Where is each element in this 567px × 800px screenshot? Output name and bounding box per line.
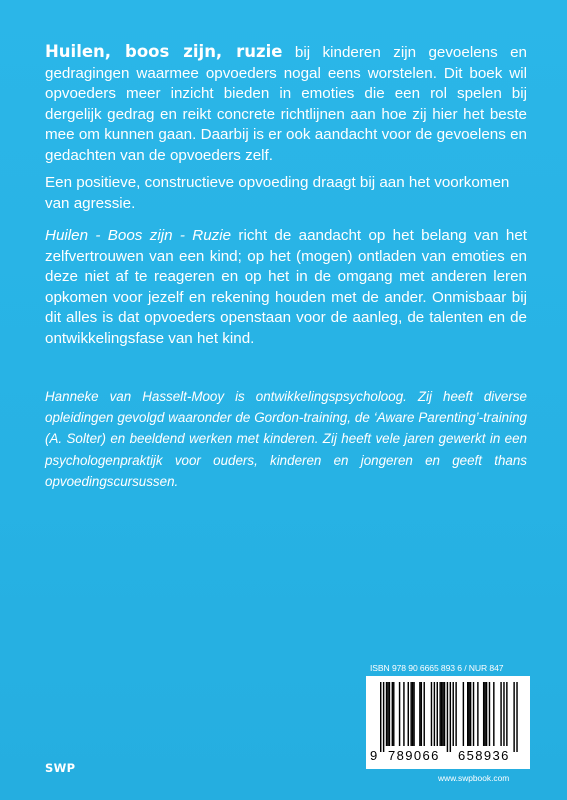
barcode-bar [389,682,390,746]
barcode-bar [392,682,393,746]
barcode-bar [486,682,487,746]
barcode-bar [439,682,440,746]
barcode-bar [444,682,445,746]
barcode-bar [413,682,414,746]
barcode-bar [513,682,514,752]
barcode-bar [441,682,442,746]
book-title-italic: Huilen - Boos zijn - Ruzie [45,227,232,244]
barcode-bar [434,682,435,746]
barcode-bar [386,682,387,746]
barcode-bar [503,682,504,746]
barcode-bar [424,682,425,746]
barcode-bar [393,682,394,746]
intro-lead: Huilen, boos zijn, ruzie [45,42,283,61]
barcode-bar [455,682,456,746]
barcode-bar [408,682,409,746]
barcode [366,676,530,769]
intro-paragraph [45,42,527,167]
barcode-bar [437,682,438,746]
barcode-bar [399,682,400,746]
barcode-bar [463,682,464,746]
barcode-bar [387,682,388,746]
barcode-bar [500,682,501,746]
body-paragraph [45,226,527,350]
barcode-bar [403,682,404,746]
barcode-bar [421,682,422,746]
barcode-bar [470,682,471,746]
barcode-digits-right: 658936 [458,748,510,763]
barcode-bar [380,682,381,752]
publisher-website: www.swpbook.com [438,773,510,783]
barcode-bar [453,682,454,746]
barcode-digits [366,748,530,768]
author-bio: Hanneke van Hasselt-Mooy is ontwikkelingspsycholoog. Zij heeft diverse opleidingen gevolgd waaronder de Gordon-training, de ‘Aware Parenting’-training (A. Solter) en beeldend werken met kinderen. Zij heeft vele jaren gewerkt in een psychologenpraktijk voor ouders, kinderen en jongeren en geeft thans opvoedingscursussen. [45,389,527,489]
barcode-bar [468,682,469,746]
barcode-bar [431,682,432,746]
barcode-bar [493,682,494,746]
barcode-bar [419,682,420,746]
barcode-bar [483,682,484,746]
barcode-bar [383,682,384,752]
publisher-logo: SWP [45,761,76,775]
barcode-bar [447,682,448,752]
isbn-nur-line: ISBN 978 90 6665 893 6 / NUR 847 [370,663,504,673]
barcode-bar [412,682,413,746]
barcode-bar [506,682,507,746]
barcode-bar [516,682,517,752]
barcode-bar [477,682,478,746]
intro-paragraph-2: Een positieve, constructieve opvoeding draagt bij aan het voorkomen van agressie. [45,174,510,212]
barcode-digit-first: 9 [370,748,378,763]
barcode-bar [467,682,468,746]
barcode-bar [484,682,485,746]
barcode-bar [489,682,490,746]
barcode-bar [450,682,451,752]
barcode-bar [410,682,411,746]
barcode-bar [442,682,443,746]
intro-text: bij kinderen zijn gevoelens en gedragingen waarmee opvoeders nogal eens worstelen. Dit boek wil opvoeders meer inzicht bieden in emoties die een rol spelen bij dergelijk gedrag en reikt concrete richtlijnen aan hoe zij hier het beste mee om kunnen gaan. Daarbij is er ook aandacht voor de gevoelens en gedachten van de opvoeders zelf. [45,44,527,164]
barcode-bar [473,682,474,746]
barcode-digits-left: 789066 [388,748,440,763]
body-text: richt de aandacht op het belang van het zelfvertrouwen van een kind; op het (mogen) ontladen van emoties en deze niet af te reageren en op het in de omgang met anderen leren opkomen voor jezelf en rekening houden met de ander. Onmisbaar bij dit alles is dat opvoeders openstaan voor de aanleg, de talenten en de ontwikkelingsfase van het kind. [45,227,527,347]
